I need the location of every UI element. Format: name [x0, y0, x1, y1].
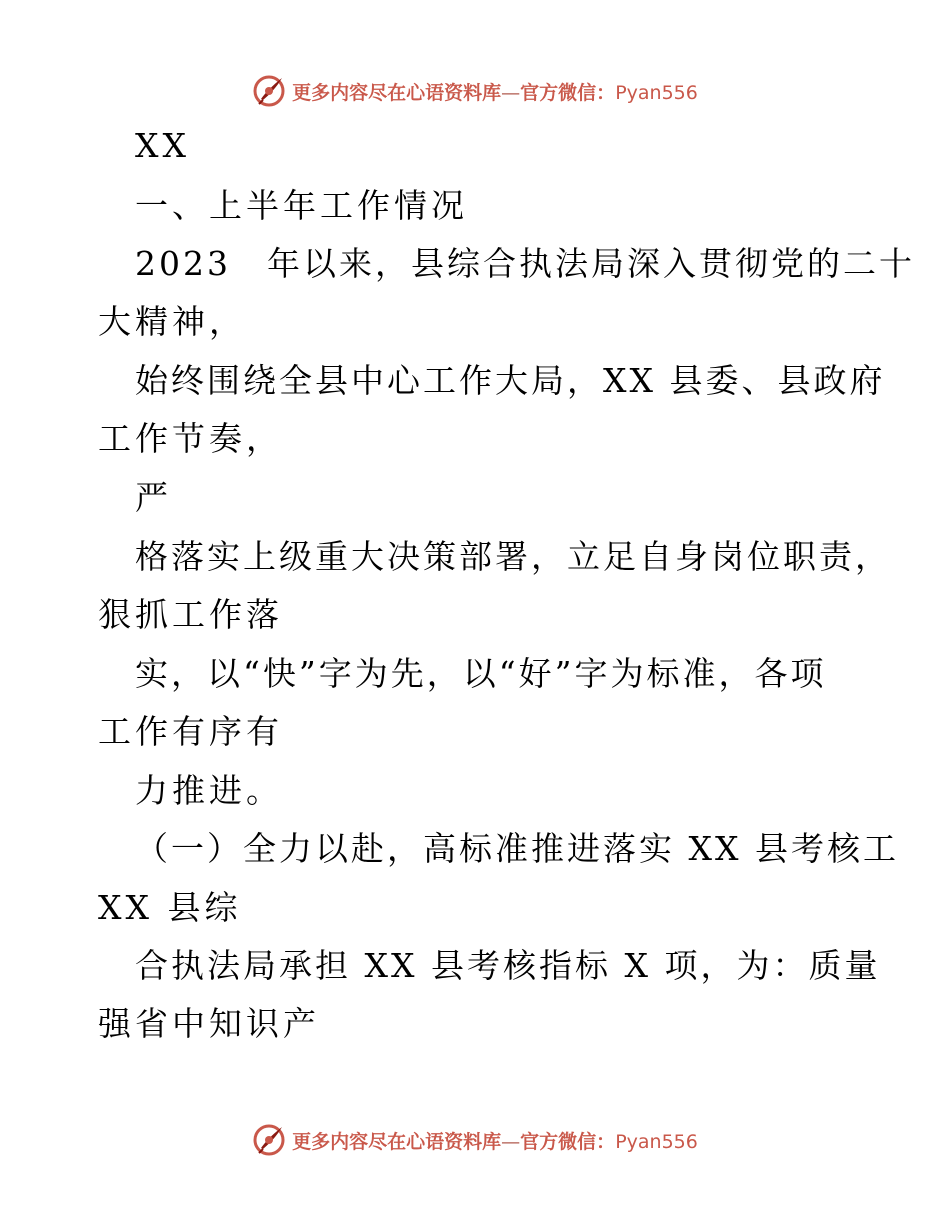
footer-watermark	[0, 1120, 950, 1160]
header-brand-id: Pyan556	[615, 81, 698, 104]
footer-brand-separator: —	[501, 1130, 521, 1153]
footer-brand-label: 官方微信：	[520, 1130, 616, 1153]
doc-line-16: 强省中知识产	[98, 1004, 320, 1043]
doc-line-5: 始终围绕全县中心工作大局，XX 县委、县政府	[135, 361, 886, 400]
doc-line-2: 一、上半年工作情况	[135, 186, 468, 225]
doc-line-11: 工作有序有	[98, 712, 283, 751]
doc-line-13: （一）全力以赴，高标准推进落实 XX 县考核工	[135, 829, 899, 868]
quill-logo-icon	[252, 1123, 286, 1157]
doc-line-14: XX 县综	[98, 888, 242, 927]
doc-line-3: 2023 年以来，县综合执法局深入贯彻党的二十	[135, 244, 915, 283]
header-brand-main: 更多内容尽在心语资料库	[292, 81, 502, 104]
doc-line-15: 合执法局承担 XX 县考核指标 X 项，为：质量	[135, 946, 881, 985]
footer-brand-main: 更多内容尽在心语资料库	[292, 1130, 502, 1153]
footer-brand-text	[292, 1127, 698, 1154]
header-brand-label: 官方微信：	[520, 81, 616, 104]
doc-line-10: 实，以“快”字为先，以“好”字为标准，各项	[135, 654, 827, 693]
doc-line-8: 格落实上级重大决策部署，立足自身岗位职责，	[135, 537, 891, 576]
doc-line-6: 工作节奏，	[98, 419, 283, 458]
doc-line-7: 严	[135, 478, 172, 517]
doc-line-1: XX	[135, 126, 190, 165]
doc-line-9: 狠抓工作落	[98, 595, 283, 634]
doc-line-12: 力推进。	[135, 771, 283, 810]
doc-line-4: 大精神，	[98, 302, 246, 341]
header-brand-separator: —	[501, 81, 521, 104]
footer-brand-id: Pyan556	[615, 1130, 698, 1153]
